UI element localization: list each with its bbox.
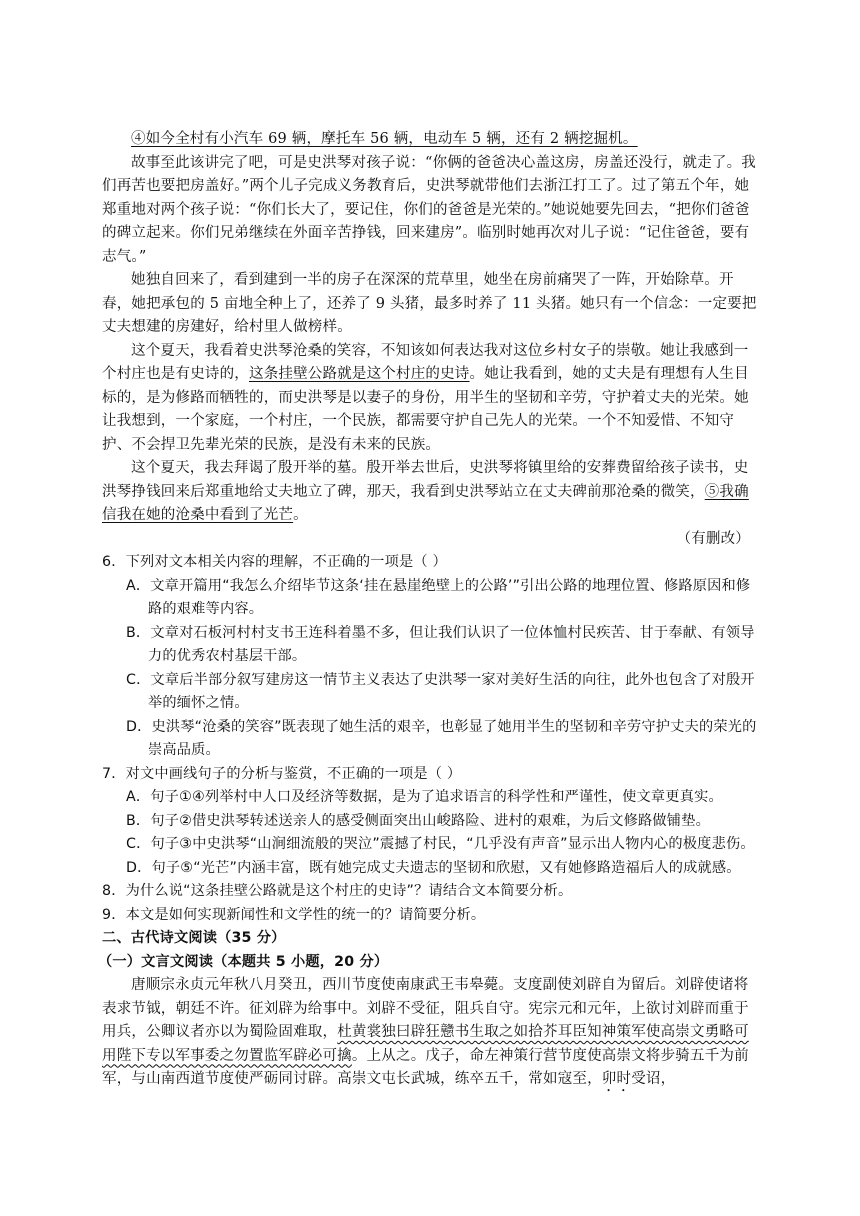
paragraph-4-text-b: 。	[293, 507, 308, 523]
classical-text-c: 受诏，	[631, 1071, 676, 1087]
question-7-option-a: A．句子①④列举村中人口及经济等数据，是为了追求语言的科学性和严谨性，使文章更真实。	[126, 789, 723, 805]
edit-note: （有删改）	[676, 530, 750, 547]
question-7-stem: 7．对文中画线句子的分析与鉴赏，不正确的一项是（ ）	[102, 765, 462, 782]
passage-paragraph-1: 故事至此该讲完了吧，可是史洪琴对孩子说：“你俩的爸爸决心盖这房，房盖还没行，就走了。我们再苦也要把房盖好。”两个儿子完成义务教育后，史洪琴就带他们去浙江打工了。过了第五个年，她郑重地对两个孩子说：“你们长大了，要记住，你们的爸爸是光荣的。”她说她要先回去，“把你们爸爸的碑立起来。你们兄弟继续在外面辛苦挣钱，回来建房”。临别时她再次对儿子说：“记住爸爸，要有志气。”	[102, 154, 757, 265]
question-6-option-b: B．文章对石板河村村支书王连科着墨不多，但让我们认识了一位体恤村民疾苦、甘于奉献、有领导力的优秀农村基层干部。	[126, 624, 755, 664]
question-7-option-b: B．句子②借史洪琴转述送亲人的感受侧面突出山峻路险、进村的艰难，为后文修路做铺垫。	[126, 812, 710, 829]
passage-paragraph-4	[102, 457, 762, 528]
underlined-epic-sentence: 这条挂壁公路就是这个村庄的史诗	[249, 366, 470, 382]
document-body	[98, 128, 762, 1095]
question-7-option-d: D．句子⑤“光芒”内涵丰富，既有她完成丈夫遗志的坚韧和欣慰，又有她修路造福后人的成就感。	[126, 859, 741, 876]
wavy-underlined-sentence: 杜黄裳独曰辟狂戆书生取之如拾芥耳臣知神策军使高崇文勇略可用陛下专以军事委之勿置监军辟必可擒	[102, 1024, 749, 1064]
section-2-1-heading: （一）文言文阅读（本题共 5 小题，20 分）	[98, 953, 389, 970]
question-6-option-a: A．文章开篇用“我怎么介绍毕节这条‘挂在悬崖绝壁上的公路’”引出公路的地理位置、修路原因和修路的艰难等内容。	[126, 577, 751, 617]
question-7-option-c: C．句子③中史洪琴“山涧细流般的哭泣”震撼了村民，“几乎没有声音”显示出人物内心的极度悲伤。	[126, 836, 755, 852]
paragraph-3-text-b: 。她让我看到，她的丈夫是有理想有人生目标的，是为修路而牺牲的，而史洪琴是以妻子的身份，用半生的坚韧和辛劳，守护着丈夫的光荣。她让我想到，一个家庭，一个村庄，一个民族，都需要守护自己先人的光荣。一个不知爱惜、不知守护、不会捍卫先辈光荣的民族，是没有未来的民族。	[102, 366, 749, 453]
question-6-stem: 6．下列对文本相关内容的理解，不正确的一项是（ ）	[102, 554, 447, 570]
section-2-heading: 二、古代诗文阅读（35 分）	[102, 930, 286, 946]
question-8: 8．为什么说“这条挂壁公路就是这个村庄的史诗”？请结合文本简要分析。	[102, 883, 573, 899]
classical-passage	[102, 974, 762, 1095]
passage-paragraph-3	[102, 340, 762, 458]
question-9: 9．本文是如何实现新闻性和文学性的统一的？请简要分析。	[102, 906, 486, 923]
dotted-characters: 卯时	[601, 1071, 632, 1087]
underlined-sentence-4: ④如今全村有小汽车 69 辆，摩托车 56 辆，电动车 5 辆，还有 2 辆挖掘机。	[131, 131, 638, 147]
underlined-sentence-5: ⑤我确信我在她的沧桑中看到了光芒	[102, 483, 749, 523]
question-6-option-d: D．史洪琴“沧桑的笑容”既表现了她生活的艰辛，也彰显了她用半生的坚韧和辛劳守护丈夫的荣光的崇高品质。	[126, 718, 757, 758]
classical-text-b: 。上从之。戊子，命左神策行营节度使高崇文将步骑五千为前军，与山南西道节度使严砺同讨辟。高崇文屯长武城，练卒五千，常如寇至，	[102, 1047, 749, 1087]
paragraph-3-text-a: 这个夏天，我看着史洪琴沧桑的笑容，不知该如何表达我对这位乡村女子的崇敬。她让我感到一个村庄也是有史诗的，	[102, 342, 749, 382]
paragraph-4-text-a: 这个夏天，我去拜谒了殷开举的墓。殷开举去世后，史洪琴将镇里给的安葬费留给孩子读书，史洪琴挣钱回来后郑重地给丈夫地立了碑，那天，我看到史洪琴站立在丈夫碑前那沧桑的微笑，	[102, 460, 749, 500]
classical-text-a: 唐顺宗永贞元年秋八月癸丑，西川节度使南康武王韦皋薨。支度副使刘辟自为留后。刘辟使诸将表求节钺，朝廷不许。征刘辟为给事中。刘辟不受征，阻兵自守。宪宗元和元年，上欲讨刘辟而重于用兵，公卿议者亦以为蜀险固难取，	[102, 977, 749, 1040]
passage-line-4	[102, 128, 762, 152]
question-6-option-c: C．文章后半部分叙写建房这一情节主义表达了史洪琴一家对美好生活的向往，此外也包含了对殷开举的缅怀之情。	[126, 671, 755, 711]
passage-paragraph-2: 她独自回来了，看到建到一半的房子在深深的荒草里，她坐在房前痛哭了一阵，开始除草。开春，她把承包的 5 亩地全种上了，还养了 9 头猪，最多时养了 11 头猪。她只有一个信念：一定要把丈夫想建的房建好，给村里人做榜样。	[102, 272, 757, 335]
